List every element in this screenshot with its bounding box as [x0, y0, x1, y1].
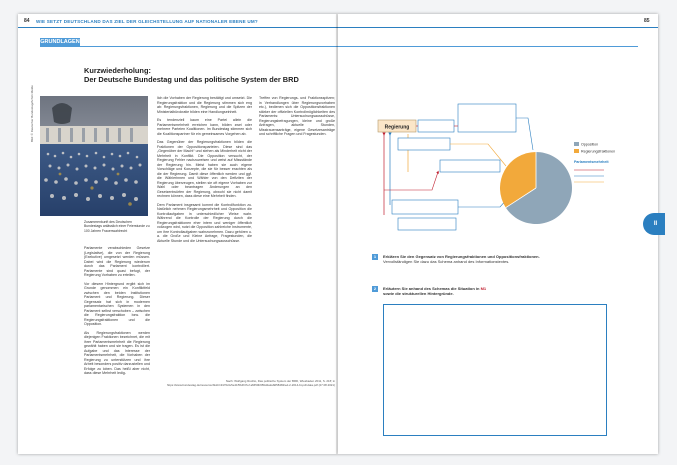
section-rule: [338, 46, 638, 47]
legend-title: Parlamentsmehrheit: [574, 160, 609, 164]
section-rule: [80, 46, 338, 47]
schema-diagram: [378, 100, 616, 235]
page-number-left: 84: [24, 18, 30, 24]
left-page: [18, 14, 338, 454]
paragraph: lich die Vorhaben der Regierung bestätigt und umsetzt. Die Regierungsfraktion und die Regierung stimmen sich eng ab: Regierungsfraktionen, Regierung und die Spitzen der Ministerialbürokratie bilden eine Handlungseinheit.: [157, 96, 252, 114]
chapter-tab: II: [643, 213, 665, 235]
bundestag-photo: [40, 96, 148, 216]
header-rule: [18, 27, 338, 28]
paragraph: Vor diesem Hintergrund ergibt sich im Grunde genommen ein Konfliktfeld zwischen den beiden Institutionen Parlament und Regierung. Dieser Gegensatz hat sich in modernen parlamentarischen Systemen in den Parlament selbst verschoben – zwischen die Regierungsfraktion bzw. die Regierungsfraktionen und die Opposition.: [84, 281, 150, 326]
paragraph: Parlamente verabschieden Gesetze (Legislative), die von der Regierung (Exekutive) umgesetzt werden müssen. Dabei wird die Regierung wiederum durch das Parlament kontrolliert. Parlamente sind quasi befugt, der Regierung Vorhaben zu erteilen.: [84, 246, 150, 277]
connector: [516, 118, 533, 150]
material-reference: M1: [480, 286, 487, 291]
regierung-label: Regierung: [384, 124, 410, 131]
blank-box[interactable]: [398, 218, 456, 230]
text-column-3: [259, 96, 335, 141]
title-line-2: Der Deutsche Bundestag und das politische System der BRD: [84, 75, 299, 84]
task-2-instruction-a: Erläutern Sie anhand des Schemas die Situation in: [383, 286, 480, 291]
photo-caption: Zusammenkunft des Deutschen Bundestags anlässlich einer Feierstunde zu 100 Jahren Frauenwahlrecht: [84, 220, 150, 233]
blank-box[interactable]: [418, 120, 454, 132]
connector: [384, 172, 438, 190]
blank-box[interactable]: [392, 200, 458, 214]
task-number: 1: [373, 254, 377, 259]
page-title: [84, 66, 334, 84]
task-1-hint: Vervollständigen Sie dazu das Schema anhand des Informationstextes.: [383, 259, 510, 265]
blank-box[interactable]: [440, 160, 500, 172]
task-1-instruction: Erklären Sie den Gegensatz von Regierungsfraktionen und Oppositionsfraktionen.: [383, 254, 540, 259]
paragraph: Als Regierungsfraktionen werden diejenigen Fraktionen bezeichnet, die mit ihrer Parlamentsmehrheit die Regierung gewählt haben und sie tragen. Es ist die Aufgabe und das Interesse der Parlamentsmehrheit, die Vorhaben der Regierung zu unterstützen und ihre Arbeit besonders positiv darzustellen und Erfolge zu loben. Das heißt aber nicht, dass diese Mehrheit ledig-: [84, 330, 150, 375]
legend-opposition: Opposition: [581, 142, 599, 147]
text-column-2: [157, 96, 252, 247]
task-number: 2: [373, 286, 377, 291]
right-page: [338, 14, 658, 454]
header-rule: [338, 27, 658, 28]
paragraph: Treffen von Regierungs- und Fraktionsspitzen; in Verhandlungen über Regierungsvorhaben etc.), bedienen sich die Oppositionsfraktionen stärker der offiziellen Kontrollmöglichkeiten des Parlaments: Untersuchungsausschüsse, Regierungsbefragungen, kleine und große Anfragen, aktuelle Stunden, Misstrauensanträge, eigene Gesetzesanträge und schriftliche Fragen und Fragestunden.: [259, 96, 335, 136]
source-citation: Nach: Wolfgang Rudzio, Das politische System der BRD, Wiesbaden 2011, S. 21ff; in https://www.bundestag.de/resource/blob/191702/e5e41f5b4f47ef a6650b959d4a2e8d58482/ed-2-2014-bl-pdf-data.pdf (27.08.2021): [166, 379, 335, 387]
blank-box[interactable]: [458, 104, 516, 132]
title-line-1: Kurzwiederholung:: [84, 66, 151, 75]
task-2-instruction-b: sowie die strukturellen Hintergründe.: [383, 291, 454, 297]
photo-credit: Bild: © Deutscher Bundestag/Achim Melde: [30, 85, 34, 142]
task-1: [372, 254, 642, 264]
connector: [458, 198, 508, 207]
paragraph: Dem Parlament insgesamt kommt die Kontrollfunktion zu. Natürlich nehmen Regierungsmehrheit und Opposition die Kontrollaufgaben in unterschiedlicher Weise wahr. Während die Kontrolle der Regierung durch die Regierungsfraktionen eher intern und weniger öffentlich vollzogen wird, nutzt die Opposition zahlreiche Instrumente, um ihre Kontrollaufgaben wahrzunehmen. Dazu gehören u. a. die Große und Kleine Anfrage, Fragestunden, die Aktuelle Stunde und die Untersuchungsausschüsse.: [157, 202, 252, 243]
text-column-1: [84, 246, 150, 380]
running-head: WIE SETZT DEUTSCHLAND DAS ZIEL DER GLEICHSTELLUNG AUF NATIONALER EBENE UM?: [36, 19, 258, 24]
blank-box[interactable]: [398, 138, 450, 150]
legend-regierungsfraktionen: Regierungsfraktionen: [581, 149, 616, 154]
task-2: [372, 286, 642, 296]
legend-swatch-opposition: [574, 142, 579, 146]
plenary-hall-image: [40, 96, 148, 216]
section-tab: GRUNDLAGEN: [40, 39, 80, 45]
page-number-right: 85: [644, 18, 650, 24]
paragraph: Es tendenziell kaum eine Partei allein die Parlamentsmehrheit erreichen kann, bilden zwei oder mehrere Parteien Koalitionen. Im Bundestag stimmen sich die Koalitionspartner für ein gemeinsames Vorgehen ab.: [157, 118, 252, 136]
parliament-pie: [500, 152, 572, 224]
legend-swatch-regierung: [574, 149, 579, 153]
paragraph: Das Gegenüber der Regierungsfraktionen bilden die Fraktionen der Oppositionsparteien. Diese sind das „Gegenüber der Macht“ und stehen als Minderheit nicht der Mehrheit in Konflikt. Die Opposition versucht, der Regierung Fehler nachzuweisen und weist auf Missstände der Regierung hin. Meist haben sie auch eigene Vorschläge und Konzepte, die sie für besser erachten als die der Regierung. Damit diese öffentlich werden und ggf. die Wählerinnen und Wähler von den Defiziten der Regierung überzeugen, stellen sie oft eigene Vorhaben zur Wahl oder beantragen Änderungen an den Gesetzentwürfen der Regierung, obwohl sie nicht damit rechnen können, dass diese eine Mehrheit finden.: [157, 140, 252, 198]
answer-box[interactable]: [383, 304, 607, 436]
